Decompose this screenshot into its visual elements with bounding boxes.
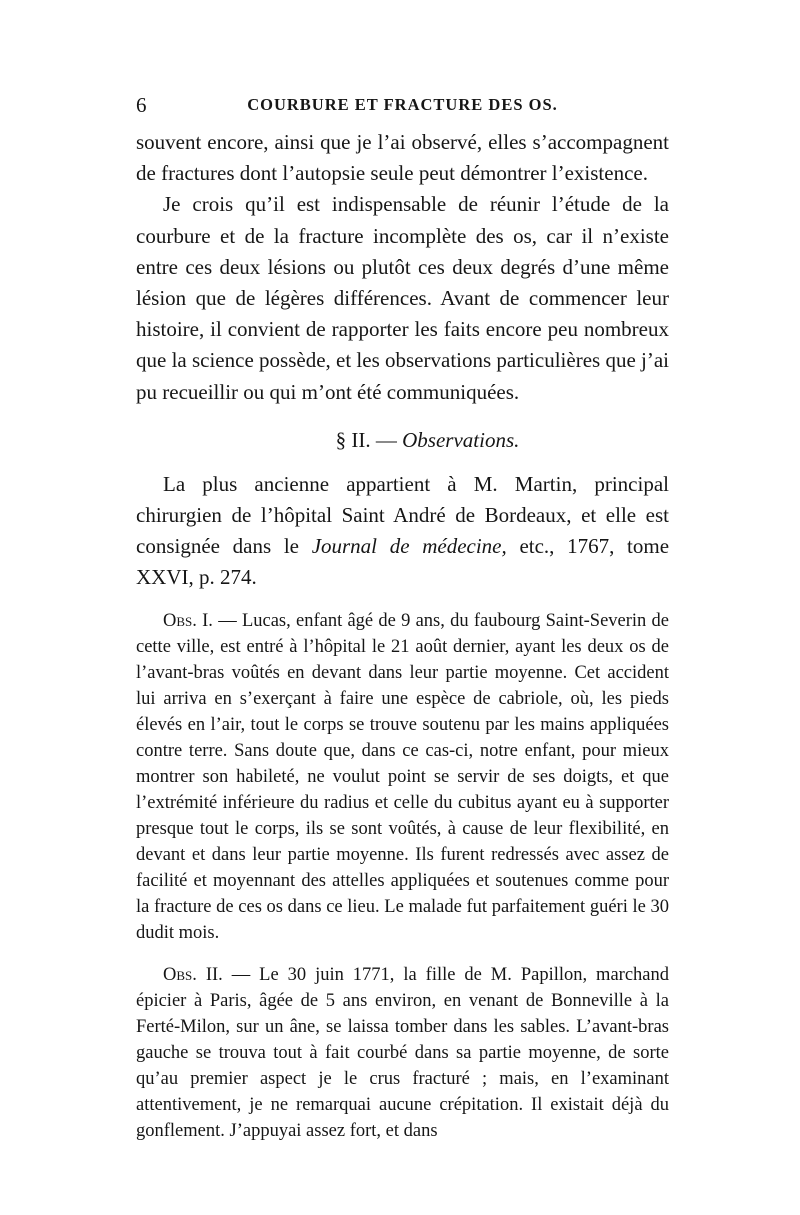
observation-2-label: Obs. II. [163,964,223,985]
observation-2 [136,962,669,1144]
paragraph-courbure: Je crois qu’il est indispensable de réunir l’étude de la courbure et de la fracture incomplète des os, car il n’existe entre ces deux lésions ou plutôt ces deux degrés d’une même lésion que de légères différences. Avant de commencer leur histoire, il convient de rapporter les faits encore peu nombreux que la science possède, et les observations particulières que j’ai pu recueillir ou qui m’ont été communiquées. [136,192,669,404]
observation-2-text: — Le 30 juin 1771, la fille de M. Papillon, marchand épicier à Paris, âgée de 5 ans environ, en venant de Bonneville à la Ferté-Milon, sur un âne, se laissa tomber dans les sables. L’avant-bras gauche se trouva tout à fait courbé dans sa partie moyenne, de sorte qu’au premier aspect je le crus fracturé ; mais, en l’examinant attentivement, je ne remarquai aucune crépitation. Il existait déjà du gonflement. J’appuyai assez fort, et dans [136,964,669,1141]
section-title: Observations. [402,427,520,452]
running-title: COURBURE ET FRACTURE DES OS. [247,95,558,114]
observation-1 [136,608,669,946]
intro-paragraph [136,469,669,594]
journal-title: Journal de médecine, [311,534,507,559]
intro-before: La plus ancienne appartient à M. Martin, principal chirurgien de l’hôpital Saint André de Bordeaux, et elle est consignée dans le [136,471,669,559]
page-number: 6 [136,93,147,117]
book-page [136,93,669,1144]
section-number: § II. — [335,427,397,452]
observation-1-text: — Lucas, enfant âgé de 9 ans, du faubourg Saint-Severin de cette ville, est entré à l’hôpital le 21 août dernier, ayant les deux os de l’avant-bras voûtés en devant dans leur partie moyenne. Cet accident lui arriva en s’exerçant à faire une espèce de cabriole, où, les pieds élevés en l’air, tout le corps se trouve soutenu par les mains appliquées contre terre. Sans doute que, dans ce cas-ci, notre enfant, pour mieux montrer son habileté, ne voulut point se servir de ses doigts, et que l’extrémité inférieure du radius et celle du cubitus ayant eu à supporter presque tout le corps, ils se sont voûtés, à cause de leur flexibilité, en devant et dans leur partie moyenne. Ils furent redressés avec assez de facilité et moyennant des attelles appliquées et soutenues comme pour la fracture de ces os dans ce lieu. Le malade fut parfaitement guéri le 30 dudit mois. [136,610,670,943]
observation-1-label: Obs. I. [163,610,213,631]
continuation-paragraph: souvent encore, ainsi que je l’ai observé, elles s’accompagnent de fractures dont l’autopsie seule peut démontrer l’existence. [136,130,669,186]
running-header [136,93,669,127]
section-heading [136,426,669,454]
intro-after: etc., 1767, tome XXVI, p. 274. [136,534,670,590]
